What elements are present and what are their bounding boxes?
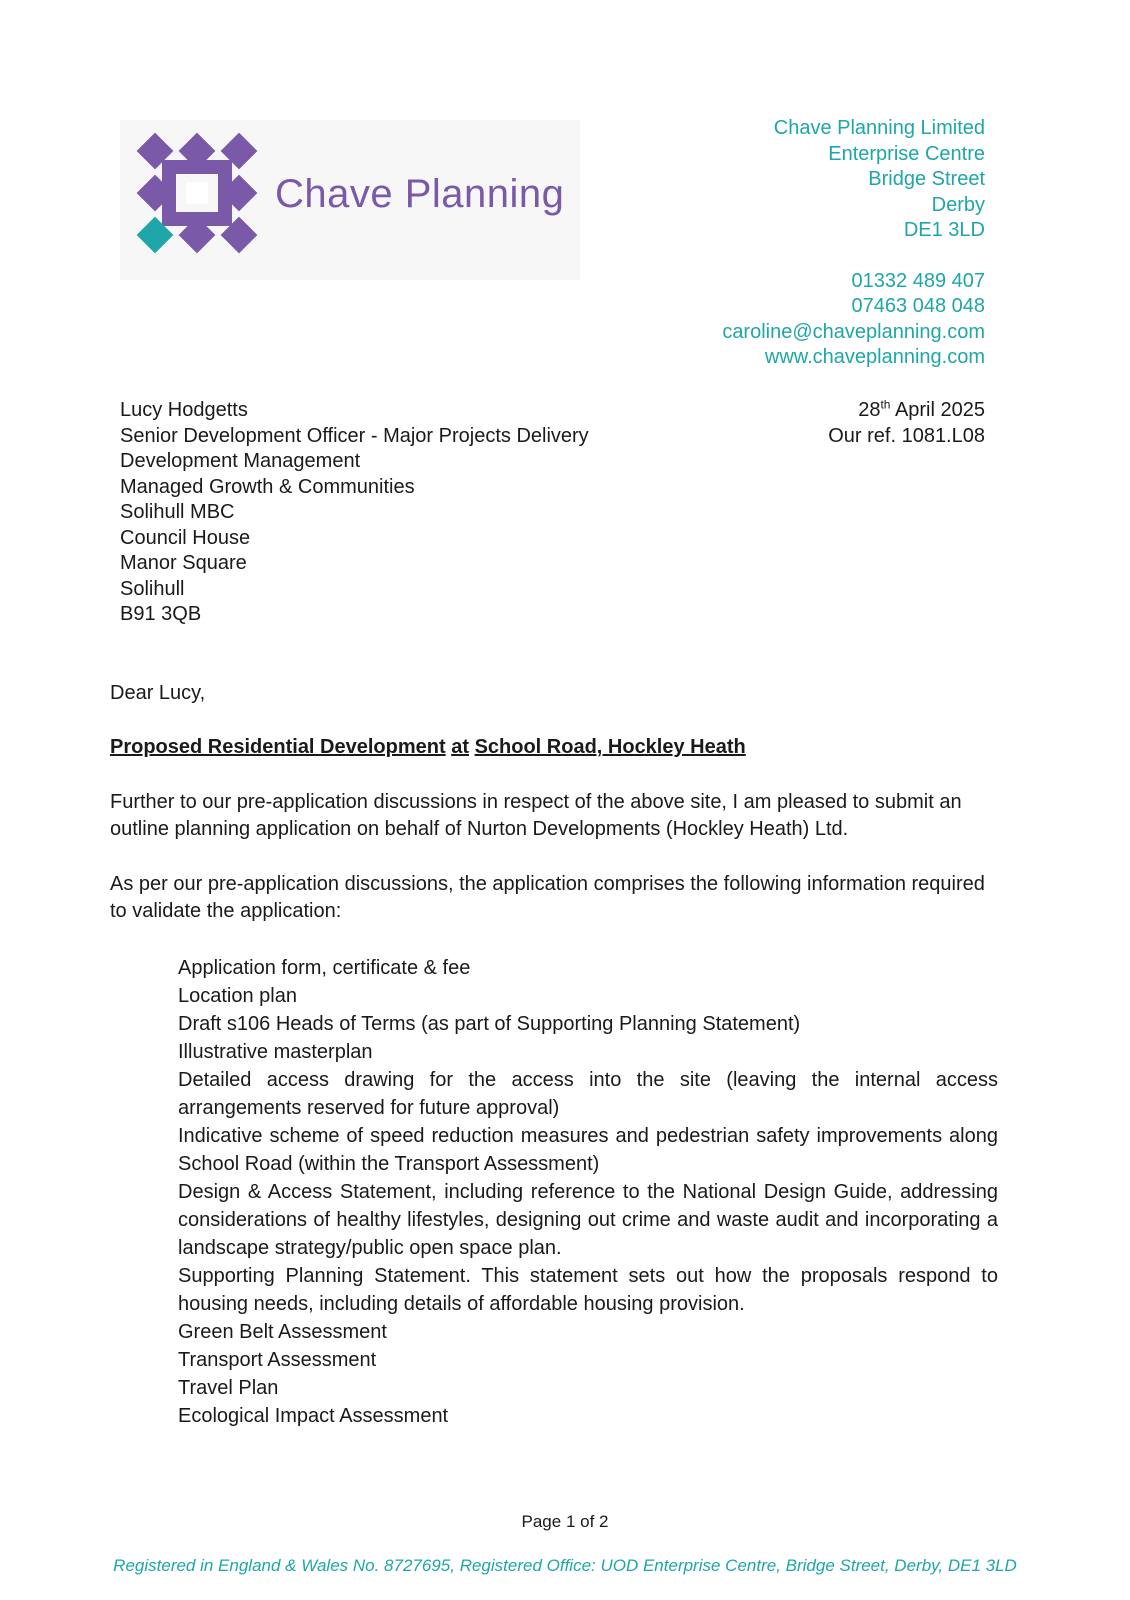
sender-address — [722, 116, 985, 371]
sender-phone-2[interactable]: 07463 048 048 — [851, 295, 985, 317]
page-number: Page 1 of 2 — [521, 1512, 609, 1531]
registration-footer: Registered in England & Wales No. 8727695, Registered Office: UOD Enterprise Centre, Bridge Street, Derby, DE1 3LD — [113, 1556, 1017, 1575]
recipient-town: Solihull — [120, 577, 185, 600]
list-item: Detailed access drawing for the access into the site (leaving the internal access arrangements reserved for future approval) — [178, 1069, 998, 1119]
list-item: Green Belt Assessment — [178, 1321, 387, 1343]
list-item: Supporting Planning Statement. This statement sets out how the proposals respond to housing needs, including details of affordable housing provision. — [178, 1265, 998, 1315]
our-reference: Our ref. 1081.L08 — [828, 424, 985, 447]
logo-wordmark: Chave Planning — [275, 172, 565, 216]
list-item: Travel Plan — [178, 1377, 279, 1399]
letter-subject: Proposed Residential Development at School Road, Hockley Heath — [110, 736, 746, 758]
sender-street: Bridge Street — [868, 168, 985, 190]
paragraph-list-intro: As per our pre-application discussions, the application comprises the following information required to validate the application: — [110, 873, 985, 922]
recipient-address — [120, 398, 589, 628]
sender-postcode: DE1 3LD — [903, 219, 985, 241]
submission-list — [178, 954, 998, 1430]
company-logo — [120, 120, 580, 280]
recipient-org: Solihull MBC — [120, 501, 235, 523]
sender-company: Chave Planning Limited — [773, 117, 985, 139]
recipient-division: Managed Growth & Communities — [120, 475, 415, 498]
list-item: Ecological Impact Assessment — [178, 1405, 449, 1427]
recipient-street: Manor Square — [120, 552, 247, 574]
paragraph-intro: Further to our pre-application discussions in respect of the above site, I am pleased to submit an outline planning application on behalf of Nurton Developments (Hockley Heath) Ltd. — [110, 791, 962, 840]
sender-website[interactable]: www.chaveplanning.com — [764, 346, 985, 368]
recipient-building: Council House — [120, 526, 251, 549]
chave-logo-mark-icon — [122, 126, 272, 276]
salutation: Dear Lucy, — [110, 682, 206, 704]
recipient-title: Senior Development Officer - Major Projects Delivery — [120, 424, 589, 447]
list-item: Location plan — [178, 985, 297, 1007]
sender-phone-1[interactable]: 01332 489 407 — [851, 269, 985, 292]
sender-city: Derby — [931, 193, 985, 216]
list-item: Design & Access Statement, including reference to the National Design Guide, addressing considerations of healthy lifestyles, designing out crime and waste audit and incorporating a landscape strategy/public open space plan. — [178, 1181, 998, 1259]
recipient-postcode: B91 3QB — [120, 603, 202, 625]
sender-email[interactable]: caroline@chaveplanning.com — [722, 320, 985, 343]
letter-date: 28th April 2025 — [858, 397, 985, 421]
list-item: Illustrative masterplan — [178, 1041, 373, 1063]
date-block — [828, 398, 985, 449]
list-item: Application form, certificate & fee — [178, 957, 471, 979]
recipient-dept: Development Management — [120, 450, 361, 472]
list-item: Draft s106 Heads of Terms (as part of Supporting Planning Statement) — [178, 1013, 801, 1035]
list-item: Indicative scheme of speed reduction measures and pedestrian safety improvements along School Road (within the Transport Assessment) — [178, 1125, 998, 1175]
recipient-name: Lucy Hodgetts — [120, 399, 248, 421]
list-item: Transport Assessment — [178, 1349, 377, 1371]
sender-building: Enterprise Centre — [828, 142, 985, 165]
